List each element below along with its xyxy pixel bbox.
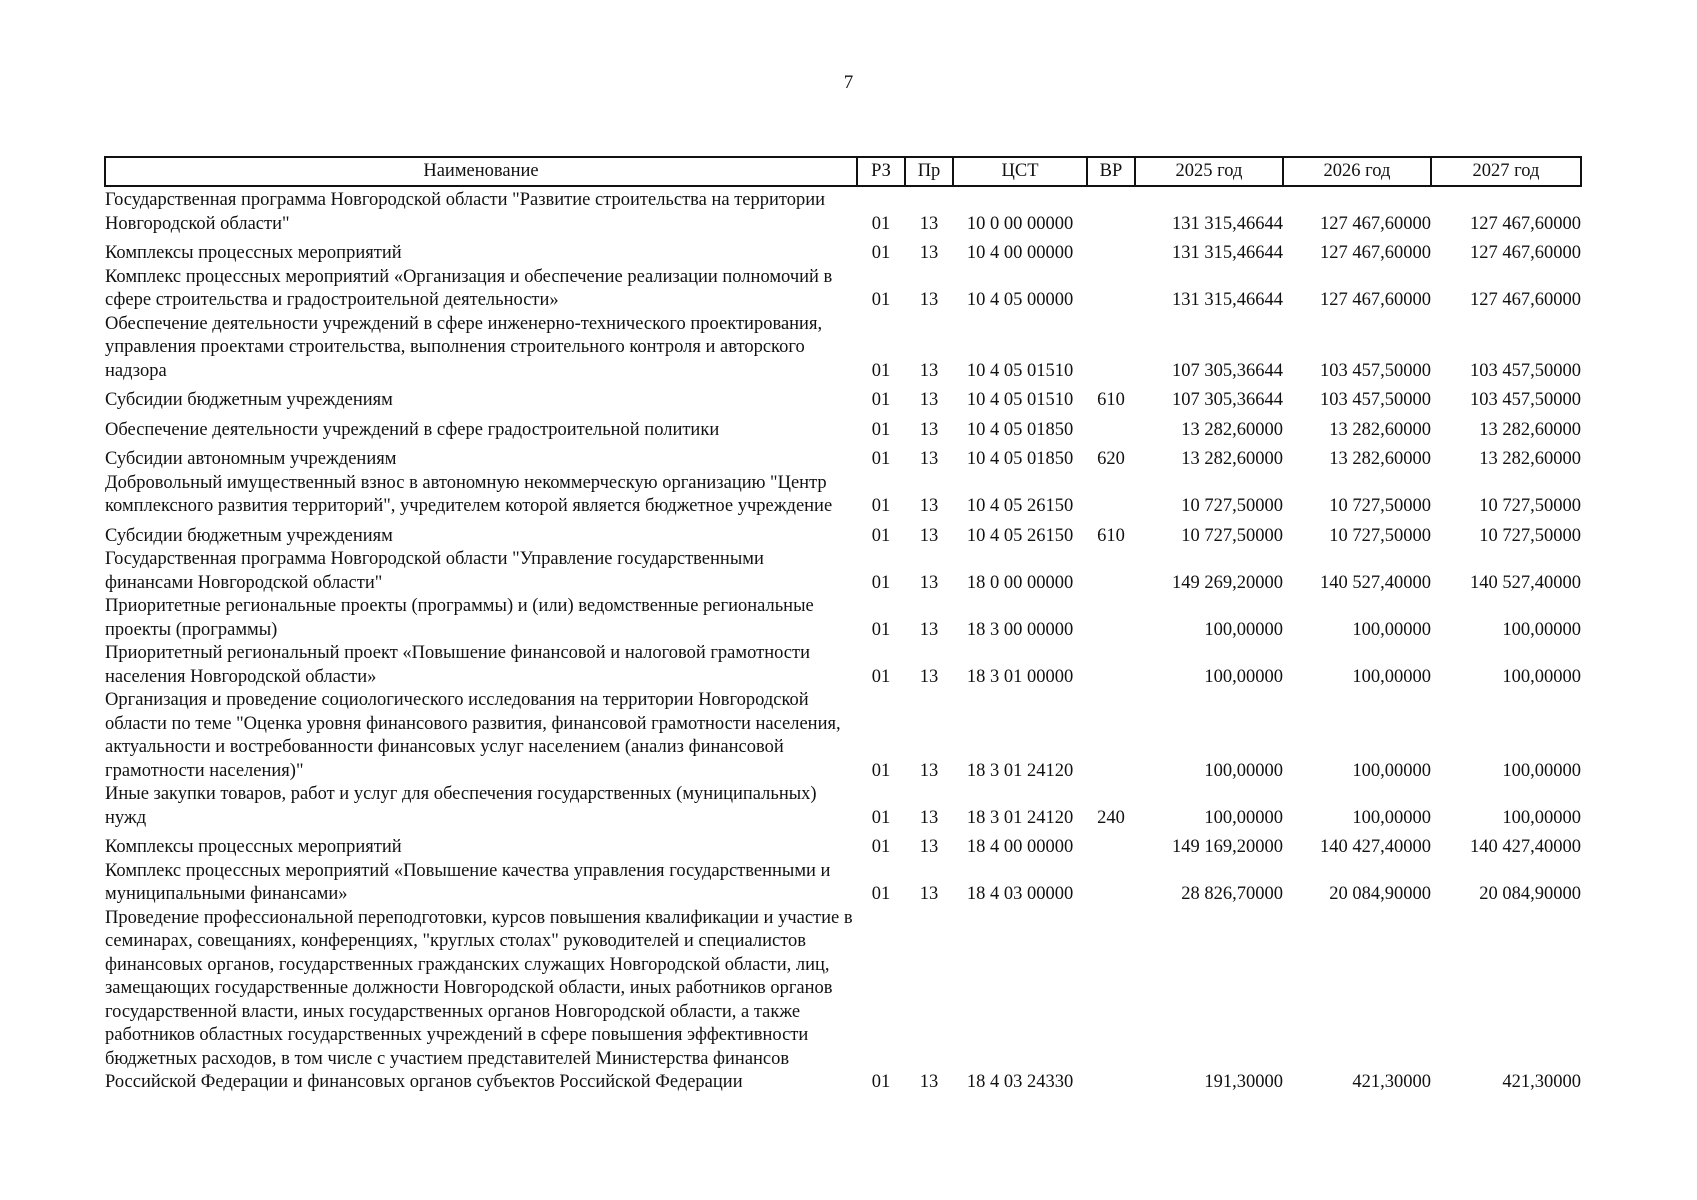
- row-rz: 01: [871, 243, 891, 263]
- row-pr: 13: [919, 243, 939, 263]
- table-row: [105, 413, 1581, 443]
- table-row: [105, 830, 1581, 860]
- row-pr: 13: [919, 807, 939, 828]
- row-2027: 100,00000: [1502, 807, 1581, 828]
- row-2025: 131 315,46644: [1172, 290, 1283, 310]
- row-2027: 140 427,40000: [1470, 837, 1581, 857]
- row-2025: 191,30000: [1204, 1072, 1283, 1092]
- row-cst: 10 4 05 01850: [966, 419, 1074, 440]
- row-vr: [1087, 689, 1135, 783]
- table-row: [105, 642, 1581, 689]
- row-2025: 10 727,50000: [1181, 525, 1283, 546]
- row-vr: [1087, 313, 1135, 384]
- row-2027: 127 467,60000: [1470, 213, 1581, 234]
- row-vr: [1087, 907, 1135, 1095]
- row-rz: 01: [871, 760, 891, 781]
- row-cst: 18 3 01 24120: [966, 760, 1074, 781]
- row-2026: 100,00000: [1352, 666, 1431, 687]
- row-rz: 01: [871, 419, 891, 440]
- row-2027: 140 527,40000: [1470, 572, 1581, 593]
- row-2027: 100,00000: [1502, 760, 1581, 781]
- row-vr: 610: [1097, 525, 1125, 546]
- row-2027: 100,00000: [1502, 619, 1581, 640]
- row-name: Субсидии автономным учреждениям: [105, 449, 397, 469]
- table-row: [105, 907, 1581, 1095]
- row-rz: 01: [871, 213, 891, 234]
- row-2027: 13 282,60000: [1479, 419, 1581, 440]
- row-name: Обеспечение деятельности учреждений в сфере градостроительной политики: [105, 419, 720, 440]
- header-2026: 2026 год: [1283, 157, 1431, 186]
- row-vr: [1087, 595, 1135, 642]
- row-2026: 127 467,60000: [1320, 213, 1431, 234]
- row-2025: 100,00000: [1204, 807, 1283, 828]
- row-name: Организация и проведение социологического исследования на территории Новгородской области по теме "Оценка уровня финансового развития, финансовой грамотности населения, актуальности и востребованности финансовых услуг населением (анализ финансовой грамотности населения)": [105, 690, 841, 781]
- row-name: Добровольный имущественный взнос в автономную некоммерческую организацию "Центр комплексного развития территорий", учредителем которой является бюджетное учреждение: [105, 472, 833, 516]
- row-2026: 13 282,60000: [1329, 419, 1431, 440]
- row-pr: 13: [919, 666, 939, 687]
- row-name: Субсидии бюджетным учреждениям: [105, 390, 393, 410]
- row-2025: 107 305,36644: [1172, 390, 1283, 410]
- row-name: Проведение профессиональной переподготовки, курсов повышения квалификации и участие в семинарах, совещаниях, конференциях, "круглых столах" руководителей и специалистов финансовых органов, государственных гражданских служащих Новгородской области, лиц, замещающих государственные должности Новгородской области, иных работников органов государственной власти, иных государственных органов Новгородской области, а также работников областных государственных учреждений в сфере повышения эффективности бюджетных расходов, в том числе с участием представителей Министерства финансов Российской Федерации и финансовых органов субъектов Российской Федерации: [105, 907, 853, 1092]
- row-name: Субсидии бюджетным учреждениям: [105, 525, 393, 546]
- header-2027: 2027 год: [1431, 157, 1581, 186]
- row-name: Комплексы процессных мероприятий: [105, 837, 402, 857]
- row-cst: 18 4 00 00000: [966, 837, 1074, 857]
- row-cst: 10 4 05 01850: [966, 449, 1074, 469]
- row-2025: 149 269,20000: [1172, 572, 1283, 593]
- row-2027: 100,00000: [1502, 666, 1581, 687]
- header-pr: Пр: [905, 157, 953, 186]
- header-cst: ЦСТ: [953, 157, 1087, 186]
- row-name: Приоритетный региональный проект «Повышение финансовой и налоговой грамотности населения Новгородской области»: [105, 643, 810, 687]
- row-pr: 13: [919, 360, 939, 381]
- row-pr: 13: [919, 760, 939, 781]
- row-2026: 127 467,60000: [1320, 290, 1431, 310]
- header-vr: ВР: [1087, 157, 1135, 186]
- table-row: [105, 472, 1581, 519]
- row-2027: 10 727,50000: [1479, 525, 1581, 546]
- row-rz: 01: [871, 666, 891, 687]
- row-2025: 131 315,46644: [1172, 213, 1283, 234]
- row-vr: 620: [1097, 449, 1125, 469]
- table-row: [105, 548, 1581, 595]
- row-rz: 01: [871, 390, 891, 410]
- row-name: Комплекс процессных мероприятий «Повышение качества управления государственными и муниципальными финансами»: [105, 860, 831, 904]
- table-row: [105, 595, 1581, 642]
- row-2026: 10 727,50000: [1329, 525, 1431, 546]
- row-name: Комплекс процессных мероприятий «Организация и обеспечение реализации полномочий в сфере строительства и градостроительной деятельности»: [105, 266, 833, 310]
- row-vr: [1087, 186, 1135, 236]
- row-vr: [1087, 860, 1135, 907]
- row-2026: 10 727,50000: [1329, 496, 1431, 516]
- row-2027: 103 457,50000: [1470, 390, 1581, 410]
- row-vr: [1087, 413, 1135, 443]
- row-rz: 01: [871, 619, 891, 640]
- row-name: Иные закупки товаров, работ и услуг для обеспечения государственных (муниципальных) нужд: [105, 784, 817, 828]
- row-pr: 13: [919, 496, 939, 516]
- row-cst: 10 4 05 26150: [966, 496, 1074, 516]
- row-2025: 13 282,60000: [1181, 449, 1283, 469]
- row-rz: 01: [871, 496, 891, 516]
- row-2026: 140 527,40000: [1320, 572, 1431, 593]
- row-vr: [1087, 548, 1135, 595]
- row-name: Государственная программа Новгородской области "Управление государственными финансами Новгородской области": [105, 549, 764, 593]
- row-2025: 28 826,70000: [1181, 884, 1283, 904]
- row-2026: 421,30000: [1352, 1072, 1431, 1092]
- row-2026: 100,00000: [1352, 619, 1431, 640]
- row-pr: 13: [919, 1072, 939, 1092]
- row-2027: 13 282,60000: [1479, 449, 1581, 469]
- row-pr: 13: [919, 525, 939, 546]
- table-header-row: [105, 157, 1581, 186]
- header-2025: 2025 год: [1135, 157, 1283, 186]
- row-2026: 100,00000: [1352, 807, 1431, 828]
- row-name: Государственная программа Новгородской области "Развитие строительства на территории Новгородской области": [105, 190, 826, 234]
- row-pr: 13: [919, 390, 939, 410]
- row-cst: 18 0 00 00000: [966, 572, 1074, 593]
- row-vr: [1087, 472, 1135, 519]
- row-rz: 01: [871, 525, 891, 546]
- row-2027: 10 727,50000: [1479, 496, 1581, 516]
- row-2025: 107 305,36644: [1172, 360, 1283, 381]
- row-pr: 13: [919, 884, 939, 904]
- row-cst: 18 4 03 00000: [966, 884, 1074, 904]
- row-cst: 18 3 00 00000: [966, 619, 1074, 640]
- row-2026: 13 282,60000: [1329, 449, 1431, 469]
- row-2026: 20 084,90000: [1329, 884, 1431, 904]
- row-2027: 421,30000: [1502, 1072, 1581, 1092]
- row-vr: [1087, 642, 1135, 689]
- table-row: [105, 442, 1581, 472]
- row-rz: 01: [871, 1072, 891, 1092]
- row-name: Приоритетные региональные проекты (программы) и (или) ведомственные региональные проекты (программы): [105, 596, 814, 640]
- row-pr: 13: [919, 213, 939, 234]
- row-2026: 100,00000: [1352, 760, 1431, 781]
- row-cst: 10 4 05 01510: [966, 390, 1074, 410]
- row-2027: 20 084,90000: [1479, 884, 1581, 904]
- row-2026: 103 457,50000: [1320, 390, 1431, 410]
- row-2025: 100,00000: [1204, 760, 1283, 781]
- row-pr: 13: [919, 572, 939, 593]
- row-2026: 140 427,40000: [1320, 837, 1431, 857]
- table-row: [105, 383, 1581, 413]
- row-2025: 100,00000: [1204, 619, 1283, 640]
- row-2025: 10 727,50000: [1181, 496, 1283, 516]
- table-row: [105, 186, 1581, 236]
- row-pr: 13: [919, 419, 939, 440]
- row-2026: 127 467,60000: [1320, 243, 1431, 263]
- row-rz: 01: [871, 884, 891, 904]
- row-pr: 13: [919, 619, 939, 640]
- row-2027: 127 467,60000: [1470, 290, 1581, 310]
- row-pr: 13: [919, 449, 939, 469]
- row-2025: 149 169,20000: [1172, 837, 1283, 857]
- header-name: Наименование: [105, 157, 857, 186]
- row-rz: 01: [871, 837, 891, 857]
- row-cst: 18 4 03 24330: [966, 1072, 1074, 1092]
- page-number: 7: [843, 72, 854, 93]
- row-vr: 240: [1097, 807, 1125, 828]
- table-row: [105, 236, 1581, 266]
- row-cst: 10 0 00 00000: [966, 213, 1074, 234]
- row-cst: 18 3 01 24120: [966, 807, 1074, 828]
- row-2026: 103 457,50000: [1320, 360, 1431, 381]
- row-2027: 127 467,60000: [1470, 243, 1581, 263]
- row-vr: [1087, 266, 1135, 313]
- row-vr: [1087, 236, 1135, 266]
- budget-table: [104, 156, 1582, 1095]
- row-2025: 131 315,46644: [1172, 243, 1283, 263]
- row-2025: 13 282,60000: [1181, 419, 1283, 440]
- row-name: Обеспечение деятельности учреждений в сфере инженерно-технического проектирования, управления проектами строительства, выполнения строительного контроля и авторского надзора: [105, 313, 823, 381]
- table-row: [105, 313, 1581, 384]
- table-row: [105, 860, 1581, 907]
- row-vr: 610: [1097, 390, 1125, 410]
- row-cst: 10 4 05 00000: [966, 290, 1074, 310]
- row-cst: 10 4 05 26150: [966, 525, 1074, 546]
- row-2025: 100,00000: [1204, 666, 1283, 687]
- row-2027: 103 457,50000: [1470, 360, 1581, 381]
- table-row: [105, 519, 1581, 549]
- row-rz: 01: [871, 290, 891, 310]
- row-rz: 01: [871, 572, 891, 593]
- row-pr: 13: [919, 290, 939, 310]
- row-name: Комплексы процессных мероприятий: [105, 243, 402, 263]
- row-cst: 18 3 01 00000: [966, 666, 1074, 687]
- row-rz: 01: [871, 807, 891, 828]
- row-cst: 10 4 05 01510: [966, 360, 1074, 381]
- table-row: [105, 783, 1581, 830]
- table-row: [105, 689, 1581, 783]
- table-row: [105, 266, 1581, 313]
- row-pr: 13: [919, 837, 939, 857]
- row-rz: 01: [871, 449, 891, 469]
- row-vr: [1087, 830, 1135, 860]
- header-rz: РЗ: [857, 157, 905, 186]
- row-cst: 10 4 00 00000: [966, 243, 1074, 263]
- row-rz: 01: [871, 360, 891, 381]
